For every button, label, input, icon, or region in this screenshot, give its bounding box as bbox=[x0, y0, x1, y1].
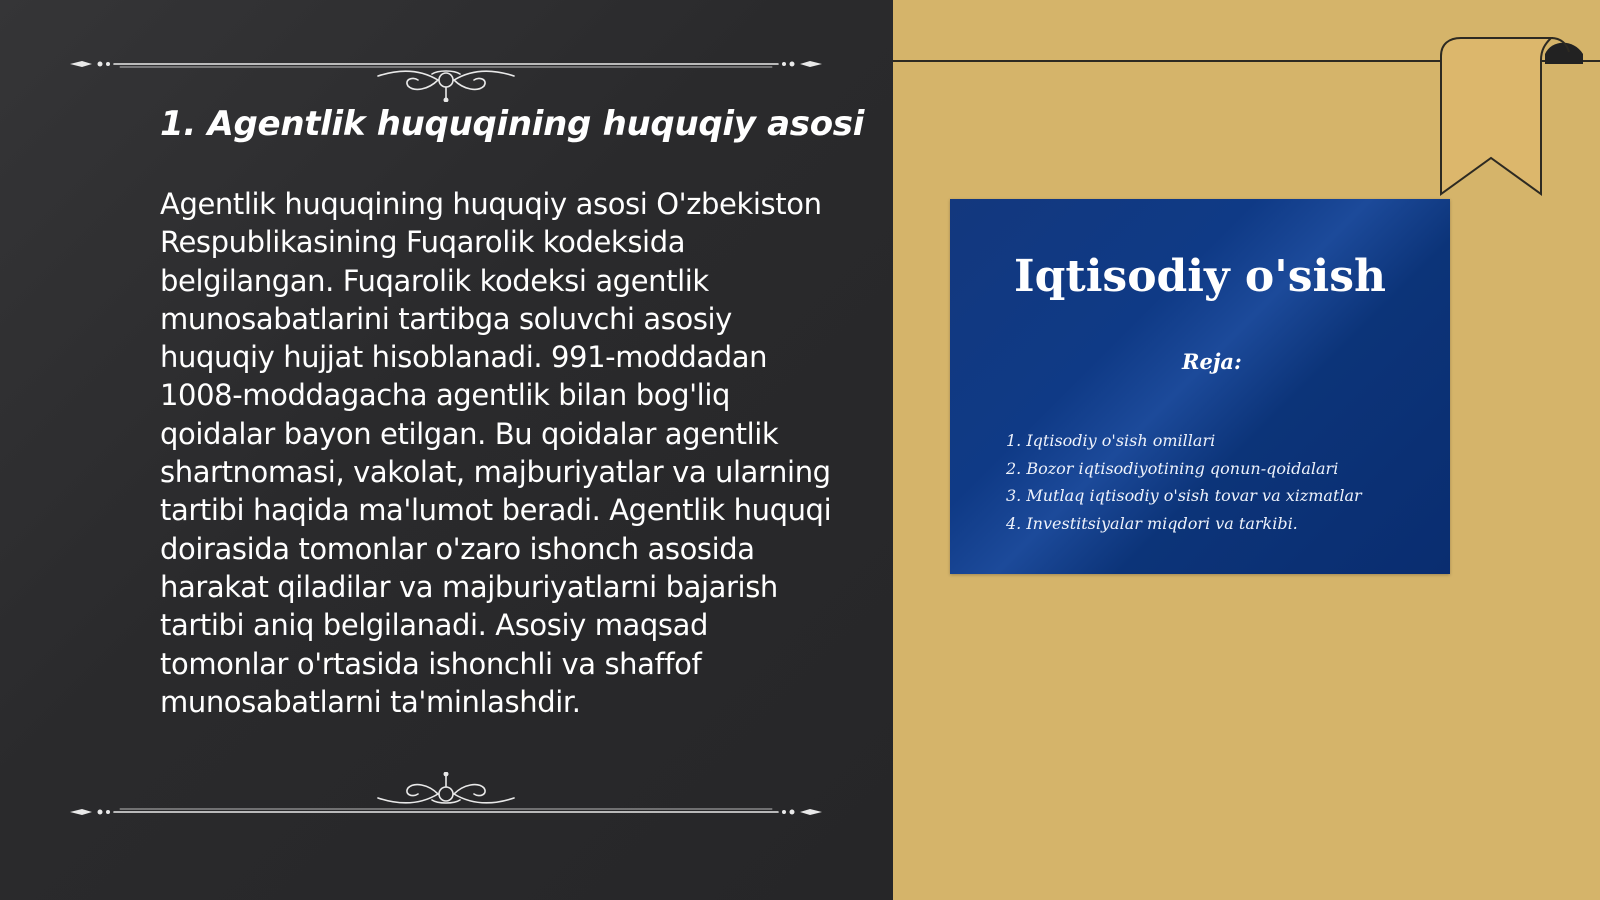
top-ornament-icon bbox=[66, 52, 826, 102]
list-item: 2. Bozor iqtisodiyotining qonun-qoidalari bbox=[1006, 458, 1339, 478]
bookmark-ribbon-icon bbox=[1433, 34, 1600, 204]
list-item: 1. Iqtisodiy o'sish omillari bbox=[1006, 431, 1216, 450]
slide-title: 1. Agentlik huquqining huquqiy asosi bbox=[160, 104, 865, 144]
list-item: 3. Mutlaq iqtisodiy o'sish tovar va xizmatlar bbox=[1006, 486, 1362, 505]
card-subtitle: Reja: bbox=[1182, 349, 1242, 374]
bottom-ornament-icon bbox=[66, 772, 826, 822]
list-item: 4. Investitsiyalar miqdori va tarkibi. bbox=[1006, 513, 1298, 533]
card-title: Iqtisodiy o'sish bbox=[1014, 251, 1386, 302]
right-panel bbox=[893, 0, 1600, 900]
slide-body-text: Agentlik huquqining huquqiy asosi O'zbekiston Respublikasining Fuqarolik kodeksida belgilangan. Fuqarolik kodeksi agentlik munosabatlarini tartibga soluvchi asosiy huquqiy hujjat hisoblanadi. 991-moddadan 1008-moddagacha agentlik bilan bog'liq qoidalar bayon etilgan. Bu qoidalar agentlik shartnomasi, vakolat, majburiyatlar va ularning tartibi haqida ma'lumot beradi. Agentlik huquqi doirasida tomonlar o'zaro ishonch asosida harakat qiladilar va majburiyatlarni bajarish tartibi aniq belgilanadi. Asosiy maqsad tomonlar o'rtasida ishonchli va shaffof munosabatlarni ta'minlashdir. bbox=[160, 187, 832, 719]
image-card bbox=[950, 199, 1450, 574]
card-list bbox=[1006, 427, 1362, 537]
